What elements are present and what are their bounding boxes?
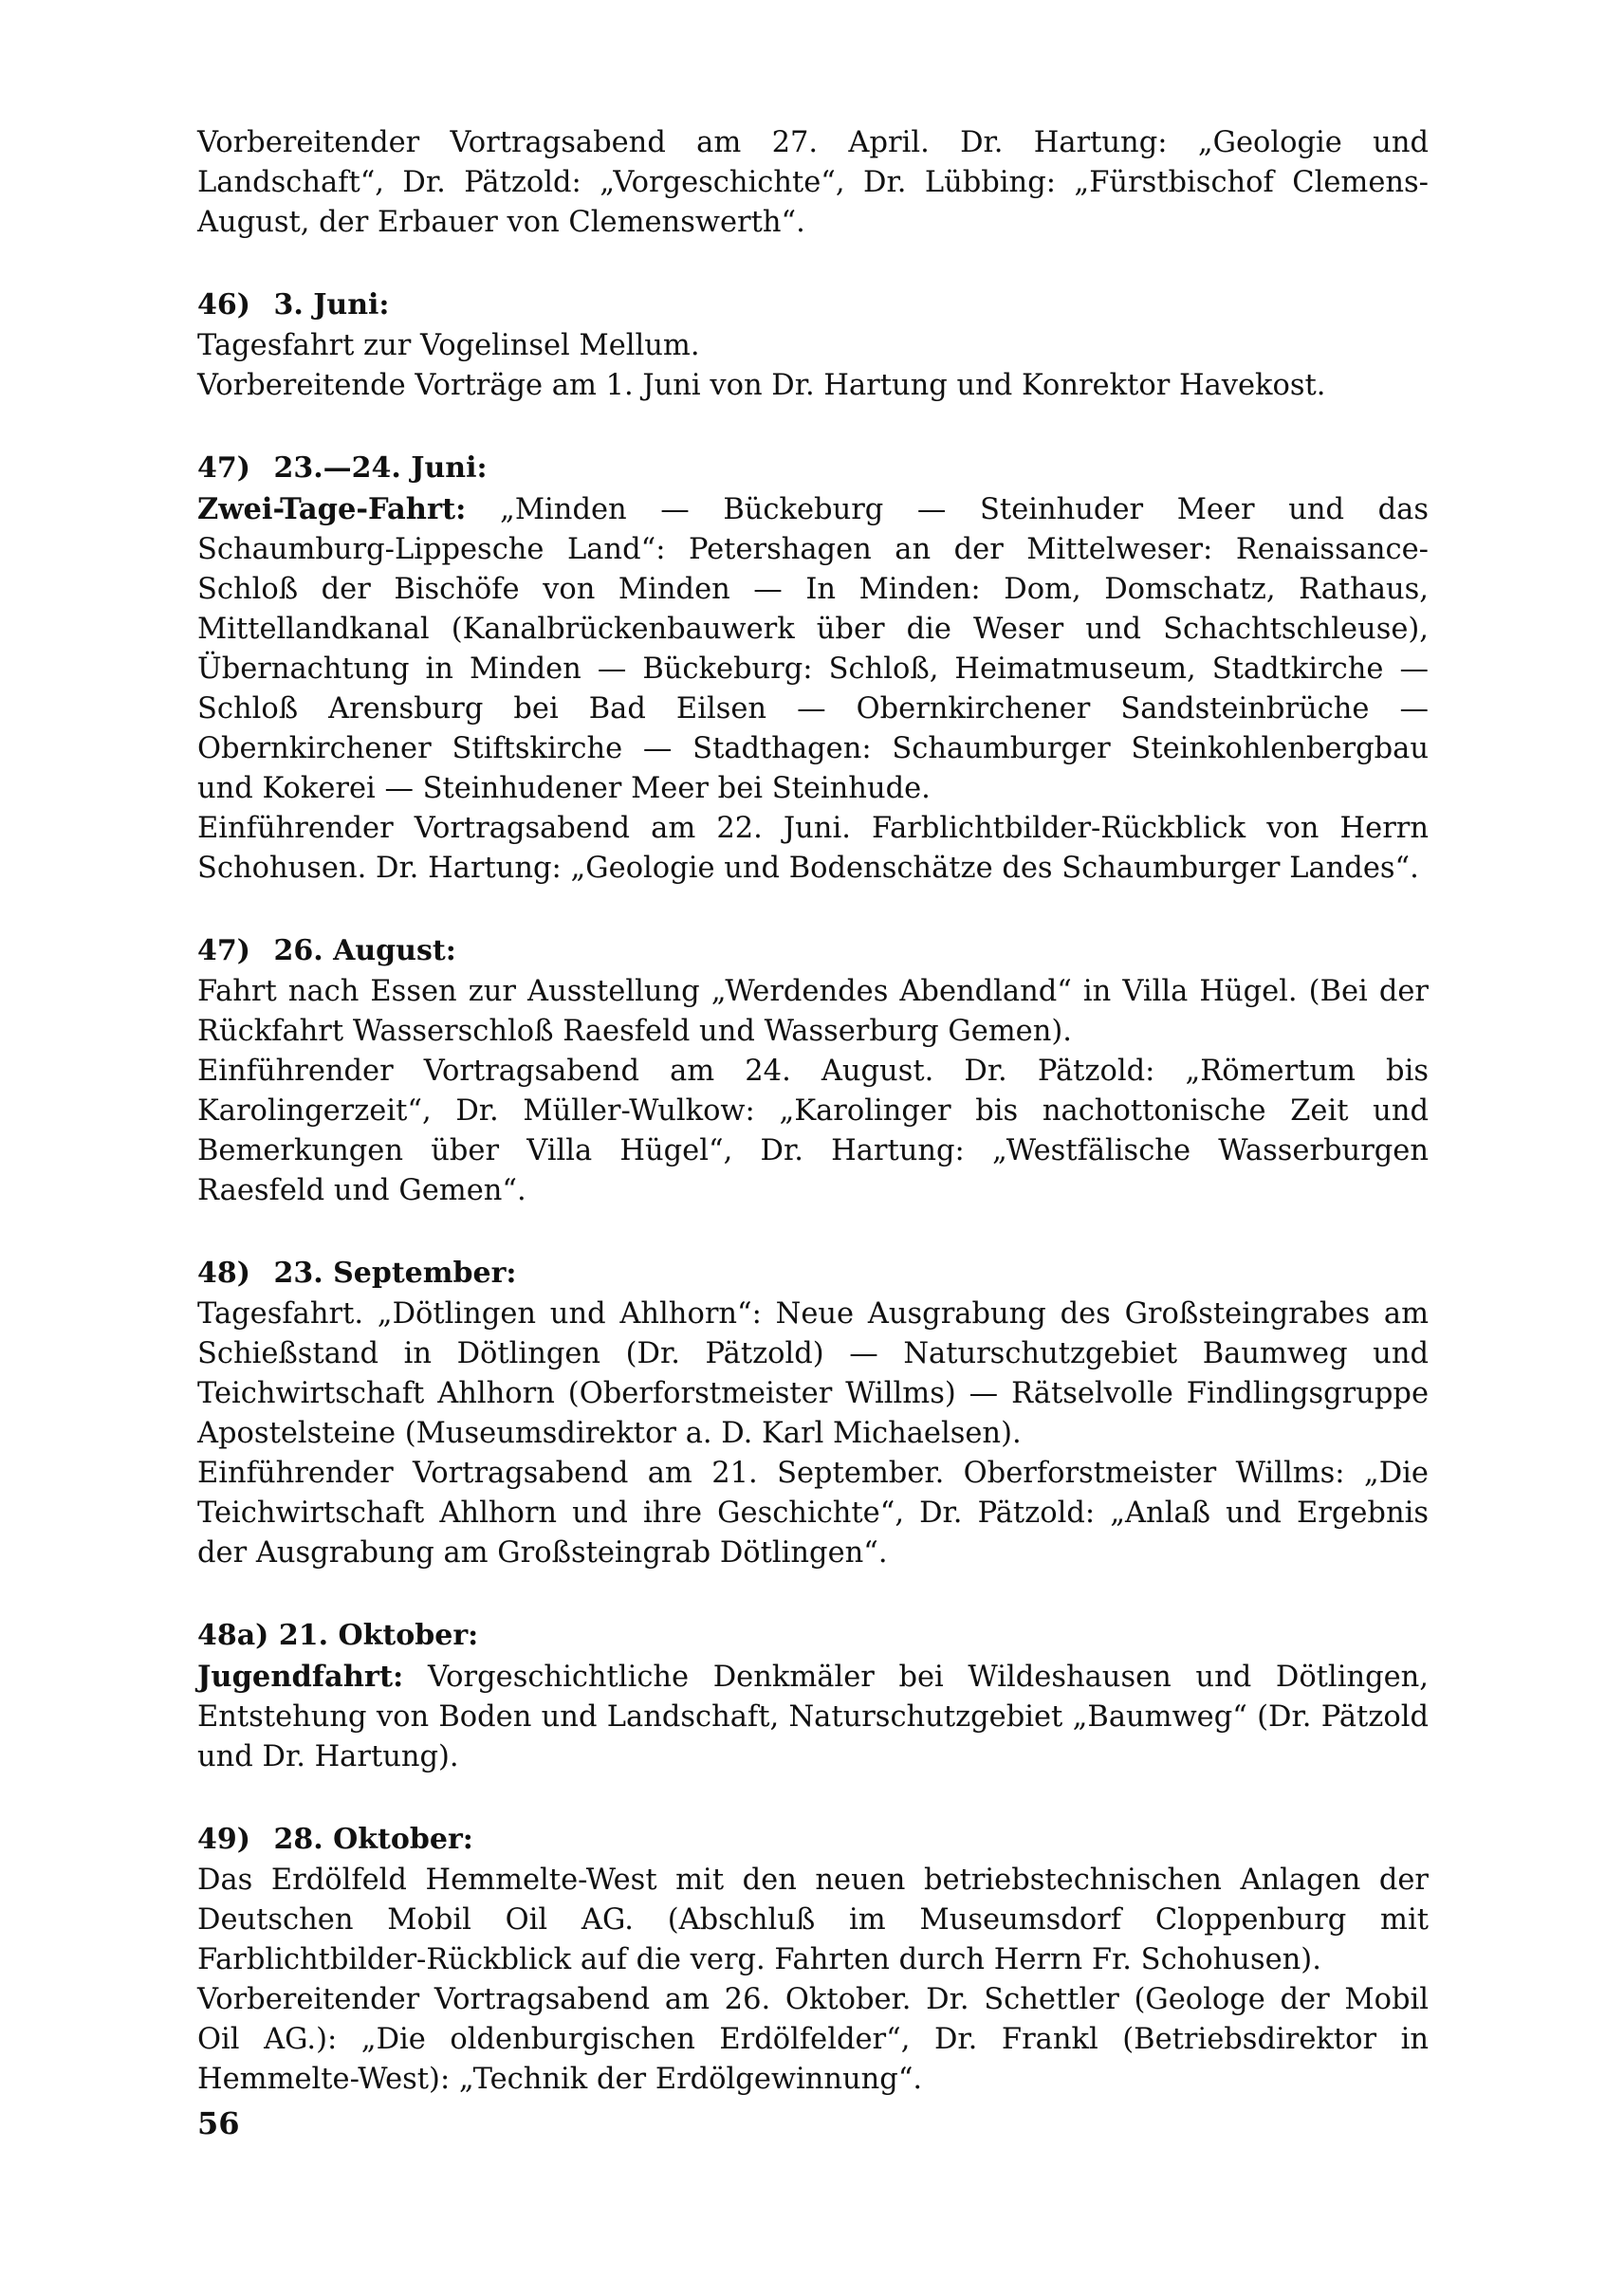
entry-heading (197, 1253, 1429, 1295)
entry-heading (197, 930, 1429, 972)
entry-number: 48a) (197, 1619, 269, 1652)
entry-number: 47) (197, 451, 250, 485)
entry-date: 3. Juni: (273, 288, 390, 321)
entry-heading (197, 285, 1429, 326)
entry-heading (197, 1615, 1429, 1657)
entry-number: 48) (197, 1257, 250, 1290)
entry-paragraph: Vorbereitende Vorträge am 1. Juni von Dr. Hartung und Konrektor Havekost. (197, 369, 1326, 402)
entry-date: 23.—24. Juni: (273, 451, 488, 485)
entry-paragraph (197, 1657, 1429, 1777)
entry-lead: Zwei-Tage-Fahrt: (197, 492, 467, 526)
entry-49 (197, 1819, 1429, 2100)
entry-paragraph: Einführender Vortragsabend am 22. Juni. Farblichtbilder-Rückblick von Herrn Schohusen. Dr. Hartung: „Geologie und Bodenschätze des Schaumburger Landes“. (197, 812, 1429, 885)
entry-paragraph: Tagesfahrt. „Dötlingen und Ahlhorn“: Neue Ausgrabung des Großsteingrabes am Schießstand in Dötlingen (Dr. Pätzold) — Naturschutzgebiet Baumweg und Teichwirtschaft Ahlhorn (Oberforstmeister Willms) — Rätselvolle Findlingsgruppe Apostelsteine (Museumsdirektor a. D. Karl Michaelsen). (197, 1297, 1429, 1450)
entry-47-june (197, 448, 1429, 889)
entry-46 (197, 285, 1429, 406)
entry-paragraph: Vorbereitender Vortragsabend am 26. Oktober. Dr. Schettler (Geologe der Mobil Oil AG.): „Die oldenburgischen Erdölfelder“, Dr. Frankl (Betriebsdirektor in Hemmelte-West): „Technik der Erdölgewinnung“. (197, 1983, 1429, 2096)
entry-paragraph (197, 489, 1429, 809)
entry-lead: Jugendfahrt: (197, 1660, 404, 1694)
intro-block (197, 123, 1429, 243)
entry-paragraph: Einführender Vortragsabend am 21. September. Oberforstmeister Willms: „Die Teichwirtschaft Ahlhorn und ihre Geschichte“, Dr. Pätzold: „Anlaß und Ergebnis der Ausgrabung am Großsteingrab Dötlingen“. (197, 1457, 1429, 1570)
page-number: 56 (197, 2105, 240, 2141)
entry-date: 23. September: (273, 1257, 517, 1290)
entry-heading (197, 1819, 1429, 1861)
entry-paragraph: Fahrt nach Essen zur Ausstellung „Werdendes Abendland“ in Villa Hügel. (Bei der Rückfahrt Wasserschloß Raesfeld und Wasserburg Gemen). (197, 975, 1429, 1048)
entry-paragraph: Das Erdölfeld Hemmelte-West mit den neuen betriebstechnischen Anlagen der Deutschen Mobil Oil AG. (Abschluß im Museumsdorf Cloppenburg mit Farblichtbilder-Rückblick auf die verg. Fahrten durch Herrn Fr. Schohusen). (197, 1864, 1429, 1976)
entry-date: 26. August: (273, 934, 456, 967)
entry-date: 28. Oktober: (273, 1823, 473, 1856)
entry-number: 47) (197, 934, 250, 967)
entry-heading (197, 448, 1429, 489)
entry-48 (197, 1253, 1429, 1573)
entry-number: 49) (197, 1823, 250, 1856)
intro-paragraph: Vorbereitender Vortragsabend am 27. April. Dr. Hartung: „Geologie und Landschaft“, Dr. Pätzold: „Vorgeschichte“, Dr. Lübbing: „Fürstbischof Clemens-August, der Erbauer von Clemenswerth“. (197, 126, 1429, 239)
entry-text: Vorgeschichtliche Denkmäler bei Wildeshausen und Dötlingen, Entstehung von Boden und Landschaft, Naturschutzgebiet „Baumweg“ (Dr. Pätzold und Dr. Hartung). (197, 1661, 1430, 1773)
entry-date: 21. Oktober: (278, 1619, 479, 1652)
entry-number: 46) (197, 288, 250, 321)
entry-48a (197, 1615, 1429, 1777)
page-content (197, 123, 1429, 2141)
entry-text: „Minden — Bückeburg — Steinhuder Meer und das Schaumburg-Lippesche Land“: Petershagen an der Mittelweser: Renaissance-Schloß der Bischöfe von Minden — In Minden: Dom, Domschatz, Rathaus, Mittellandkanal (Kanalbrückenbauwerk über die Weser und Schachtschleuse), Übernachtung in Minden — Bückeburg: Schloß, Heimatmuseum, Stadtkirche — Schloß Arensburg bei Bad Eilsen — Obernkirchener Sandsteinbrüche — Obernkirchener Stiftskirche — Stadthagen: Schaumburger Steinkohlenbergbau und Kokerei — Steinhudener Meer bei Steinhude. (197, 493, 1429, 805)
entry-paragraph: Tagesfahrt zur Vogelinsel Mellum. (197, 329, 700, 362)
entry-47-august (197, 930, 1429, 1211)
entry-paragraph: Einführender Vortragsabend am 24. August. Dr. Pätzold: „Römertum bis Karolingerzeit“, Dr. Müller-Wulkow: „Karolinger bis nachottonische Zeit und Bemerkungen über Villa Hügel“, Dr. Hartung: „Westfälische Wasserburgen Raesfeld und Gemen“. (197, 1055, 1429, 1207)
